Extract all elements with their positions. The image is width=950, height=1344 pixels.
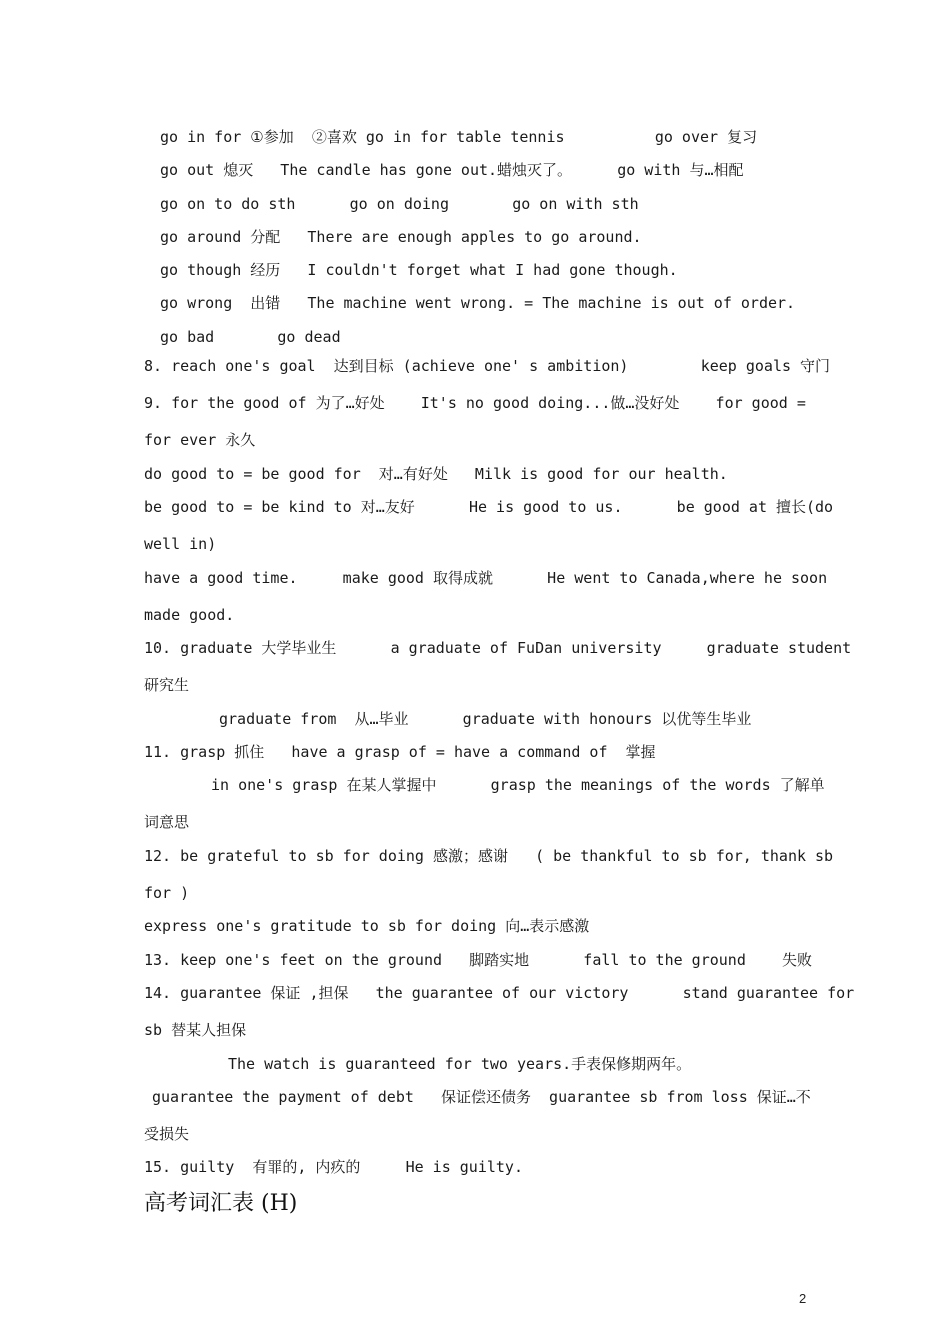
text-line: 13. keep one's feet on the ground 脚踏实地 fall to the ground 失败 xyxy=(144,951,812,969)
text-line: go though 经历 I couldn't forget what I had gone though. xyxy=(160,261,678,279)
section-heading: 高考词汇表 (H) xyxy=(144,1191,298,1216)
page-number: 2 xyxy=(799,1291,807,1306)
text-line: go around 分配 There are enough apples to go around. xyxy=(160,228,642,246)
text-line: 研究生 xyxy=(144,676,190,694)
text-line: 9. for the good of 为了…好处 It's no good doing...做…没好处 for good = xyxy=(144,394,806,412)
text-line: for ever 永久 xyxy=(144,431,256,449)
text-line: 10. graduate 大学毕业生 a graduate of FuDan university graduate student xyxy=(144,639,852,657)
text-line: go out 熄灭 The candle has gone out.蜡烛灭了。 go with 与…相配 xyxy=(160,161,744,179)
text-line: 14. guarantee 保证 ,担保 the guarantee of our victory stand guarantee for xyxy=(144,984,855,1002)
text-line: 8. reach one's goal 达到目标 (achieve one' s ambition) keep goals 守门 xyxy=(144,357,831,375)
text-line: The watch is guaranteed for two years.手表保修期两年。 xyxy=(228,1055,692,1073)
text-line: 15. guilty 有罪的, 内疚的 He is guilty. xyxy=(144,1158,523,1176)
text-line: 词意思 xyxy=(144,813,190,831)
text-line: 受损失 xyxy=(144,1125,190,1143)
text-line: express one's gratitude to sb for doing 向…表示感激 xyxy=(144,917,590,935)
text-line: in one's grasp 在某人掌握中 grasp the meanings of the words 了解单 xyxy=(211,776,825,794)
text-line: go in for ①参加 ②喜欢 go in for table tennis go over 复习 xyxy=(160,128,758,146)
text-line: go wrong 出错 The machine went wrong. = The machine is out of order. xyxy=(160,294,796,312)
text-line: guarantee the payment of debt 保证偿还债务 guarantee sb from loss 保证…不 xyxy=(152,1088,811,1106)
text-line: go bad go dead xyxy=(160,328,341,346)
text-line: for ) xyxy=(144,884,190,902)
text-line: do good to = be good for 对…有好处 Milk is good for our health. xyxy=(144,465,728,483)
text-line: be good to = be kind to 对…友好 He is good to us. be good at 擅长(do xyxy=(144,498,834,516)
text-line: graduate from 从…毕业 graduate with honours 以优等生毕业 xyxy=(219,710,752,728)
text-line: go on to do sth go on doing go on with sth xyxy=(160,195,639,213)
text-line: well in) xyxy=(144,535,217,553)
text-line: sb 替某人担保 xyxy=(144,1021,247,1039)
text-line: 11. grasp 抓住 have a grasp of = have a command of 掌握 xyxy=(144,743,656,761)
text-line: have a good time. make good 取得成就 He went to Canada,where he soon xyxy=(144,569,828,587)
text-line: made good. xyxy=(144,606,235,624)
text-line: 12. be grateful to sb for doing 感激；感谢 ( be thankful to sb for, thank sb xyxy=(144,847,834,865)
